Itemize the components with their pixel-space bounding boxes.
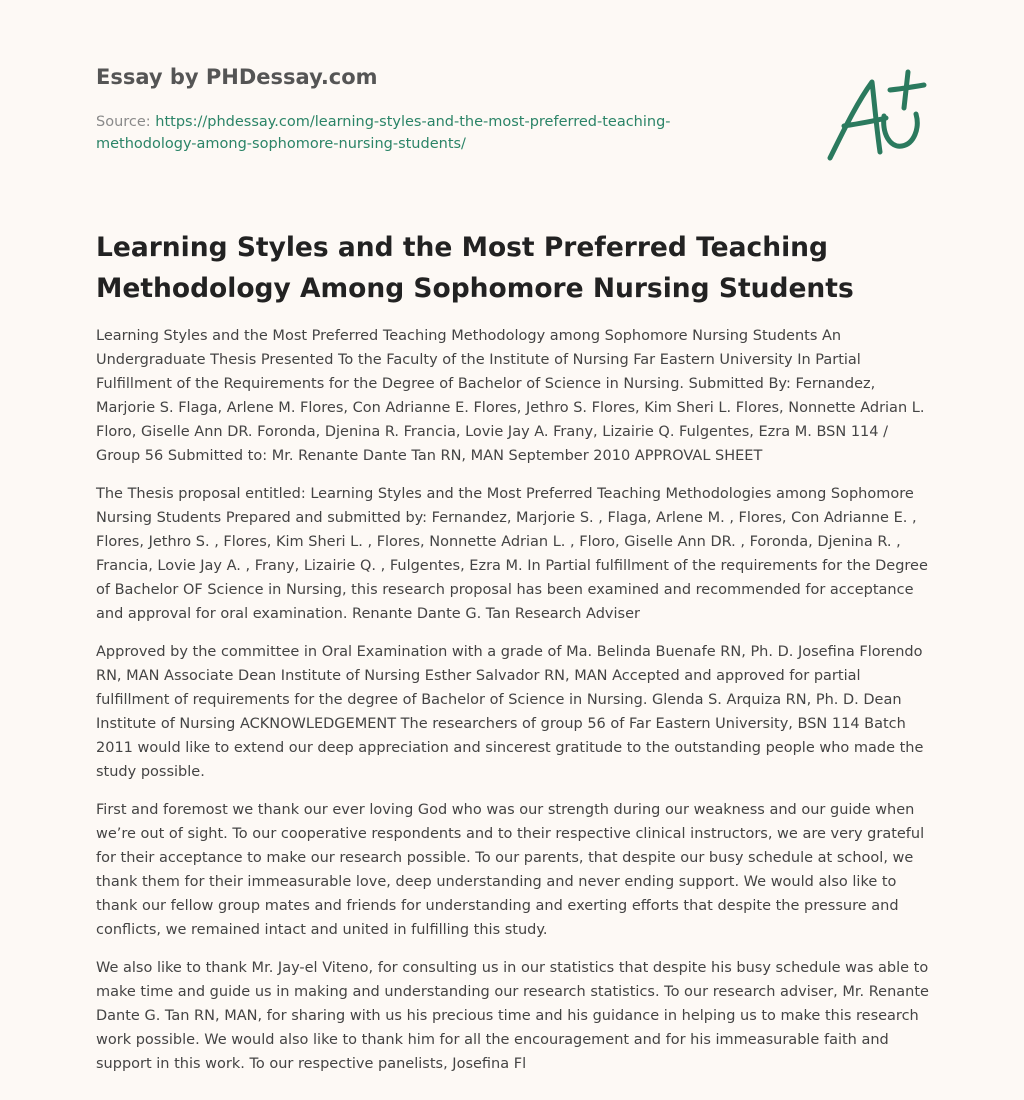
source-line bbox=[96, 111, 736, 155]
article-title: Learning Styles and the Most Preferred Teaching Methodology Among Sophomore Nursing Students bbox=[96, 232, 854, 304]
paragraph: Approved by the committee in Oral Examination with a grade of Ma. Belinda Buenafe RN, Ph. D. Josefina Florendo RN, MAN Associate Dean Institute of Nursing Esther Salvador RN, MAN Accepted and approved for partial fulfillment of requirements for the degree of Bachelor of Science in Nursing. Glenda S. Arquiza RN, Ph. D. Dean Institute of Nursing ACKNOWLEDGEMENT The researchers of group 56 of Far Eastern University, BSN 114 Batch 2011 would like to extend our deep appreciation and sincerest gratitude to the outstanding people who made the study possible. bbox=[96, 644, 924, 780]
page-header bbox=[96, 62, 736, 155]
paragraph: The Thesis proposal entitled: Learning Styles and the Most Preferred Teaching Methodologies among Sophomore Nursing Students Prepared and submitted by: Fernandez, Marjorie S. , Flaga, Arlene M. , Flores, Con Adrianne E. , Flores, Jethro S. , Flores, Kim Sheri L. , Flores, Nonnette Adrian L. , Floro, Giselle Ann DR. , Foronda, Djenina R. , Francia, Lovie Jay A. , Frany, Lizairie Q. , Fulgentes, Ezra M. In Partial fulfillment of the requirements for the Degree of Bachelor OF Science in Nursing, this research proposal has been examined and recommended for acceptance and approval for oral examination. Renante Dante G. Tan Research Adviser bbox=[96, 486, 928, 622]
paragraph: First and foremost we thank our ever loving God who was our strength during our weakness and our guide when we’re out of sight. To our cooperative respondents and to their respective clinical instructors, we are very grateful for their acceptance to make our research possible. To our parents, that despite our busy schedule at school, we thank them for their immeasurable love, deep understanding and never ending support. We would also like to thank our fellow group mates and friends for understanding and exerting efforts that despite the pressure and conflicts, we remained intact and united in fulfilling this study. bbox=[96, 802, 925, 938]
paragraph: Learning Styles and the Most Preferred Teaching Methodology among Sophomore Nursing Students An Undergraduate Thesis Presented To the Faculty of the Institute of Nursing Far Eastern University In Partial Fulfillment of the Requirements for the Degree of Bachelor of Science in Nursing. Submitted By: Fernandez, Marjorie S. Flaga, Arlene M. Flores, Con Adrianne E. Flores, Jethro S. Flores, Kim Sheri L. Flores, Nonnette Adrian L. Floro, Giselle Ann DR. Foronda, Djenina R. Francia, Lovie Jay A. Frany, Lizairie Q. Fulgentes, Ezra M. BSN 114 / Group 56 Submitted to: Mr. Renante Dante Tan RN, MAN September 2010 APPROVAL SHEET bbox=[96, 328, 925, 464]
article-body bbox=[96, 324, 934, 1090]
source-link[interactable]: https://phdessay.com/learning-styles-and-the-most-preferred-teaching-methodology-among-sophomore-nursing-students/ bbox=[96, 114, 671, 152]
source-label: Source: bbox=[96, 114, 151, 130]
paragraph: We also like to thank Mr. Jay-el Viteno, for consulting us in our statistics that despite his busy schedule was able to make time and guide us in making and understanding our research statistics. To our research adviser, Mr. Renante Dante G. Tan RN, MAN, for sharing with us his precious time and his guidance in helping us to make this research work possible. We would also like to thank him for all the encouragement and for his immeasurable faith and support in this work. To our respective panelists, Josefina Fl bbox=[96, 960, 929, 1072]
site-name: Essay by PHDessay.com bbox=[96, 65, 378, 89]
a-plus-logo-icon bbox=[822, 64, 932, 168]
